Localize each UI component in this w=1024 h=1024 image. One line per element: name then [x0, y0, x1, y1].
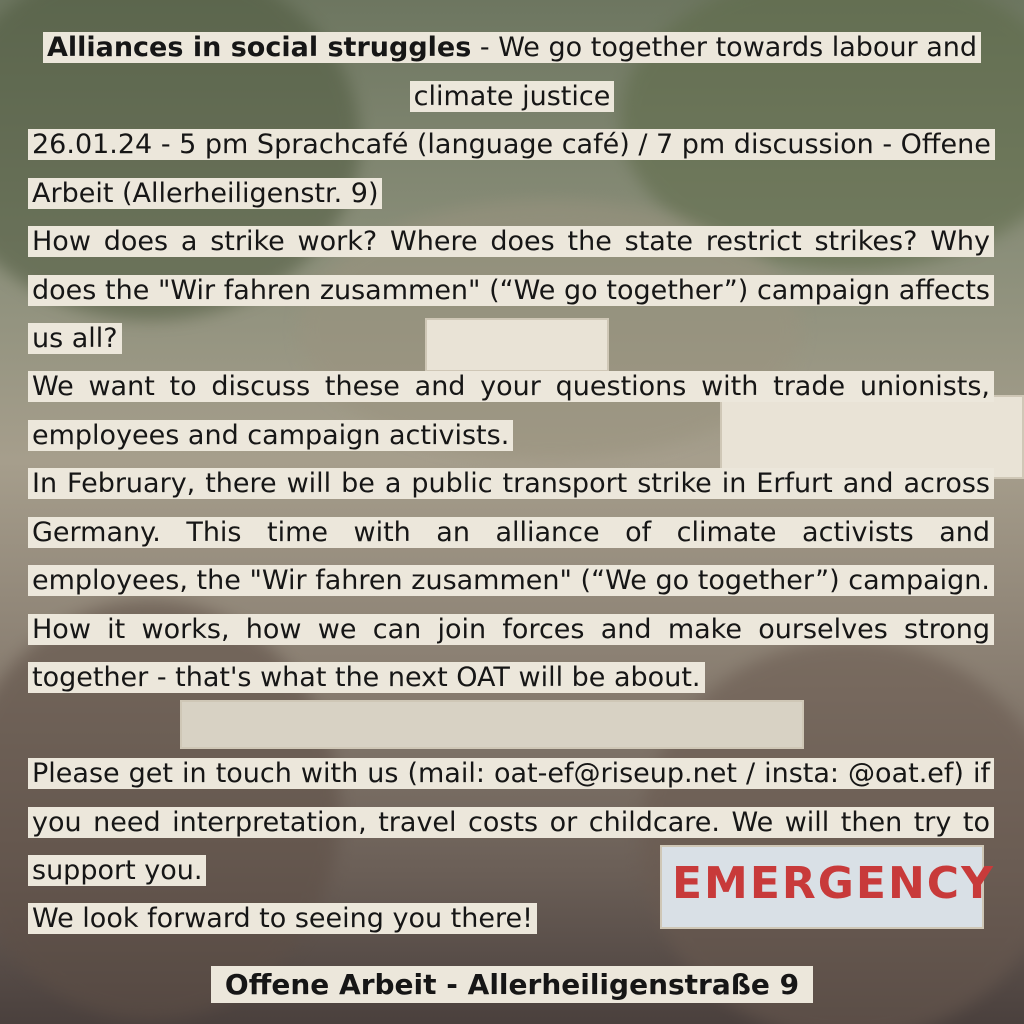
discuss-text: We want to discuss these and your questions with trade unionists, employees and campaign activists.: [28, 371, 994, 451]
february-paragraph: [28, 460, 994, 703]
date-text: 26.01.24 - 5 pm Sprachcafé (language café) / 7 pm discussion - Offene Arbeit (Allerheiligenstr. 9): [28, 129, 995, 209]
questions-text: How does a strike work? Where does the state restrict strikes? Why does the "Wir fahren zusammen" (“We go together”) campaign affects us all?: [28, 226, 994, 354]
event-title: [0, 24, 1024, 121]
footer-text: Offene Arbeit - Allerheiligenstraße 9: [211, 966, 813, 1003]
contact-text: Please get in touch with us (mail: oat-ef@riseup.net / insta: @oat.ef) if you need interpretation, travel costs or childcare. We will then try to support you.: [28, 758, 994, 886]
closing-line: [28, 895, 994, 944]
background-photo: EMERGENCY: [0, 0, 1024, 1024]
february-text: In February, there will be a public transport strike in Erfurt and across Germany. This time with an alliance of climate activists and employees, the "Wir fahren zusammen" (“We go together”) campaign. How it works, how we can join forces and make ourselves strong together - that's what the next OAT will be about.: [28, 468, 994, 693]
discuss-paragraph: [28, 363, 994, 460]
questions-paragraph: [28, 218, 994, 364]
title-bold: Alliances in social struggles: [46, 32, 472, 63]
contact-paragraph: [28, 750, 994, 896]
closing-text: We look forward to seeing you there!: [28, 903, 537, 934]
footer-address: [0, 959, 1024, 1011]
title-rest: - We go together towards labour and climate justice: [413, 32, 978, 112]
date-line: [28, 121, 994, 218]
